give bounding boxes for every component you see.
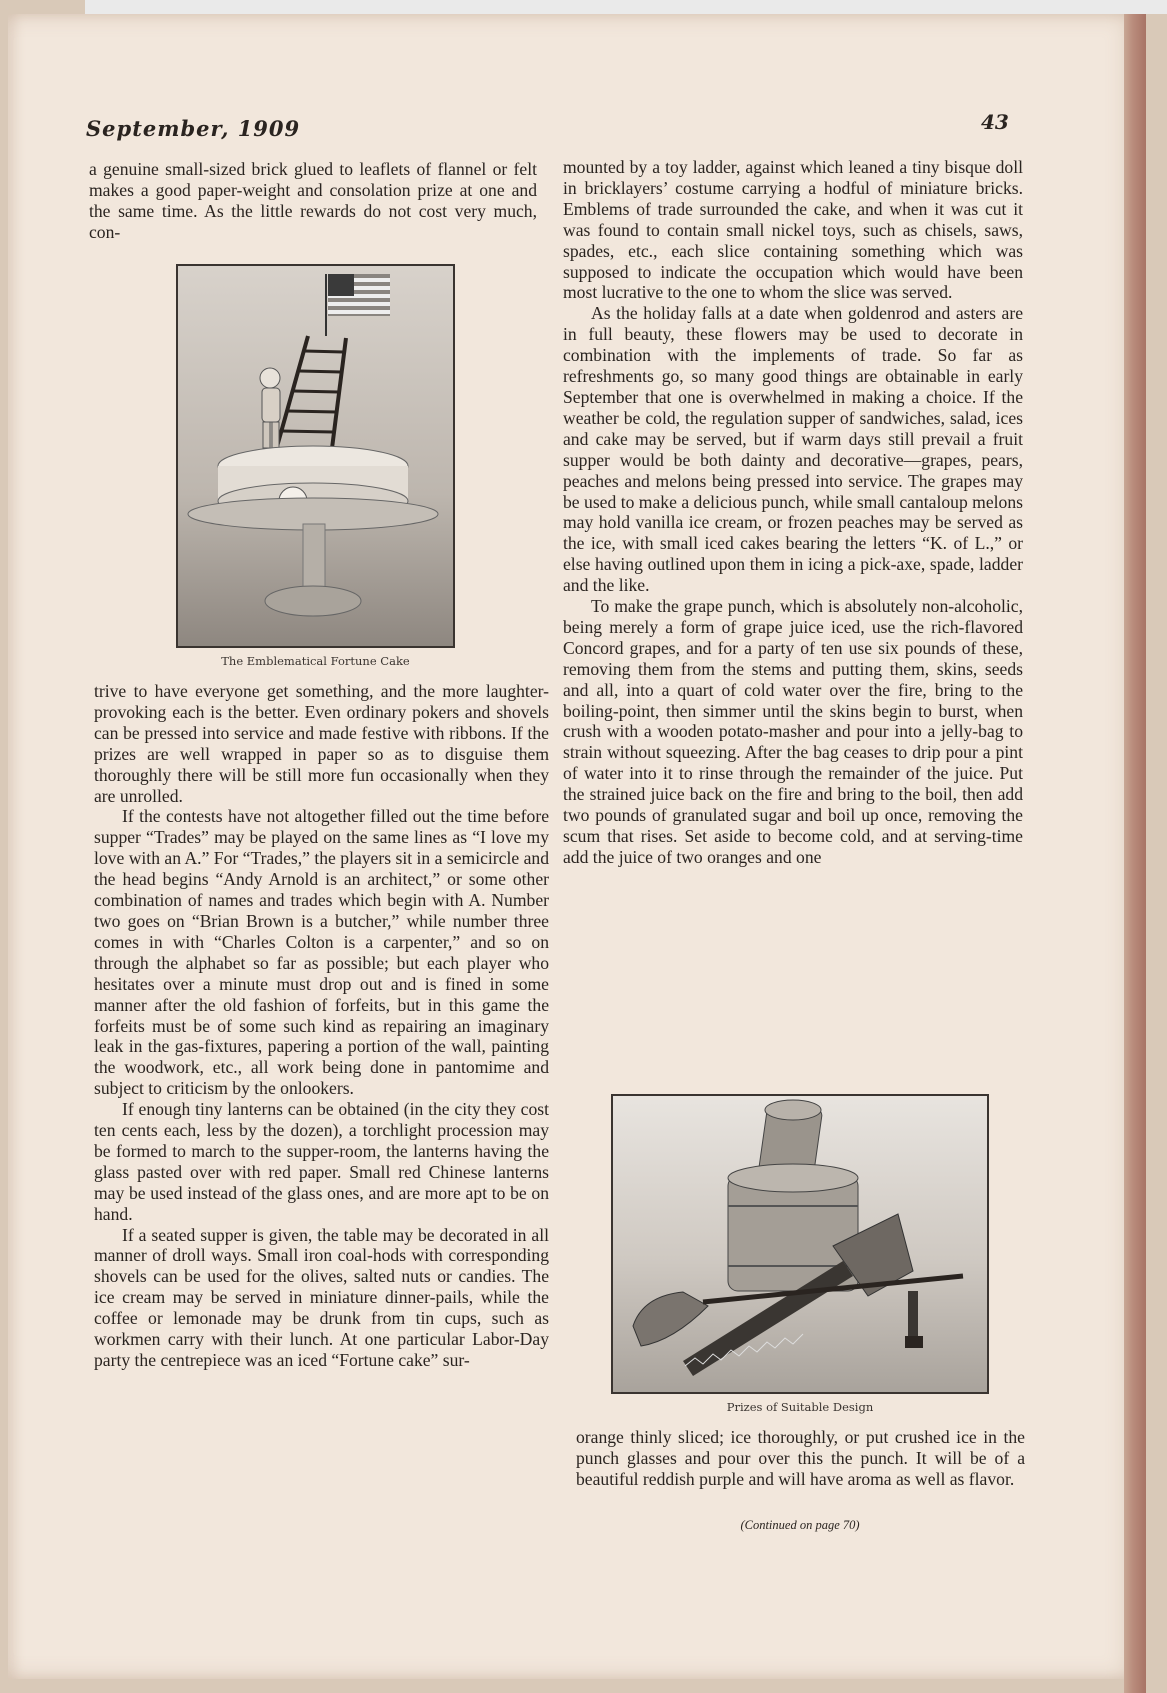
column-left-bottom	[94, 681, 549, 1371]
paragraph: If the contests have not altogether filled out the time before supper “Trades” may be played on the same lines as “I love my love with an A.” For “Trades,” the players sit in a semicircle and the head begins “Andy Arnold is an architect,” or some other combination of names and trades which begin with A. Number two goes on “Brian Brown is a butcher,” while number three comes in with “Charles Colton is a carpenter,” and so on through the alphabet so far as possible; but each player who hesitates over a minute must drop out and is fined in some manner after the old fashion of forfeits, but in this game the forfeits must be of some such kind as repairing an imaginary leak in the gas-fixtures, papering a portion of the wall, painting the woodwork, etc., all work being done in pantomime and subject to criticism by the onlookers.	[94, 806, 549, 1099]
page-top-strip	[85, 0, 1167, 14]
prizes-caption: Prizes of Suitable Design	[726, 1400, 874, 1414]
page-date: September, 1909	[86, 116, 301, 141]
column-right-top	[563, 157, 1023, 868]
paragraph: If enough tiny lanterns can be obtained (in the city they cost ten cents each, less by the dozen), a torchlight procession may be formed to march to the supper-room, the lanterns having the glass pasted over with red paper. Small red Chinese lanterns may be used instead of the glass ones, and are more apt to be on hand.	[94, 1099, 549, 1224]
cake-caption: The Emblematical Fortune Cake	[221, 654, 410, 668]
flag-icon	[326, 274, 390, 336]
paragraph: To make the grape punch, which is absolutely non-alcoholic, being merely a form of grape juice iced, use the rich-flavored Concord grapes, and for a party of ten use six pounds of these, removing them from the stems and putting them, skins, seeds and all, into a quart of cold water over the fire, bring to the boiling-point, then simmer until the skins begin to burst, when crush with a wooden potato-masher and pour into a jelly-bag to strain without squeezing. After the bag ceases to drip pour a pint of water into it to rinse through the remainder of the juice. Put the strained juice back on the fire and bring to the boil, then add two pounds of granulated sugar and boil up once, removing the scum that rises. Set aside to become cold, and at serving-time add the juice of two oranges and one	[563, 596, 1023, 867]
paragraph: If a seated supper is given, the table may be decorated in all manner of droll ways. Small iron coal-hods with corresponding shovels can be used for the olives, salted nuts or candies. The ice cream may be served in miniature dinner-pails, while the coffee or lemonade may be drunk from tin cups, such as workmen carry with their lunch. At one particular Labor-Day party the centrepiece was an iced “Fortune cake” sur-	[94, 1224, 549, 1370]
paragraph: trive to have everyone get something, and the more laughter-provoking each is the better. Even ordinary pokers and shovels can be pressed into service and made festive with ribbons. If the prizes are well wrapped in paper so as to disguise them thoroughly there will be still more fun occasionally when they are unrolled.	[94, 681, 549, 806]
hammer-icon	[905, 1291, 923, 1348]
doll-icon	[260, 368, 280, 448]
fortune-cake-photo	[176, 264, 455, 648]
continued-note: (Continued on page 70)	[740, 1518, 860, 1532]
prizes-photo	[611, 1094, 989, 1394]
fortune-cake-illustration	[178, 266, 453, 646]
tin-can-icon	[728, 1100, 858, 1291]
column-right-bottom	[576, 1427, 1025, 1490]
page-edge	[1124, 14, 1146, 1693]
paragraph: a genuine small-sized brick glued to leaflets of flannel or felt makes a good paper-weight and consolation prize at one and the same time. As the little rewards do not cost very much, con-	[89, 159, 537, 242]
prizes-illustration	[613, 1096, 987, 1392]
paragraph: orange thinly sliced; ice thoroughly, or put crushed ice in the punch glasses and pour over this the punch. It will be of a beautiful reddish purple and will have aroma as well as flavor.	[576, 1427, 1025, 1489]
paragraph: As the holiday falls at a date when goldenrod and asters are in full beauty, these flowers may be used to decorate in combination with the implements of trade. So far as refreshments go, so many good things are obtainable in early September that one is overwhelmed in making a choice. If the weather be cold, the regulation supper of sandwiches, salad, ices and cake may be served, but if warm days still prevail a fruit supper would be both dainty and decorative—grapes, pears, peaches and melons being pressed into service. The grapes may be used to make a delicious punch, while small cantaloup melons may hold vanilla ice cream, or frozen peaches may be served as the ice, with small iced cakes bearing the letters “K. of L.,” or else having outlined upon them in icing a pick-axe, spade, ladder and the like.	[563, 303, 1023, 596]
page-number: 43	[981, 110, 1009, 134]
paragraph: mounted by a toy ladder, against which leaned a tiny bisque doll in bricklayers’ costume carrying a hodful of miniature bricks. Emblems of trade surrounded the cake, and when it was cut it was found to contain small nickel toys, such as chisels, saws, spades, etc., each slice containing something which was supposed to indicate the occupation which would have been most lucrative to the one to whom the slice was served.	[563, 157, 1023, 303]
column-left-top	[89, 159, 537, 243]
ladder-icon	[273, 336, 346, 464]
